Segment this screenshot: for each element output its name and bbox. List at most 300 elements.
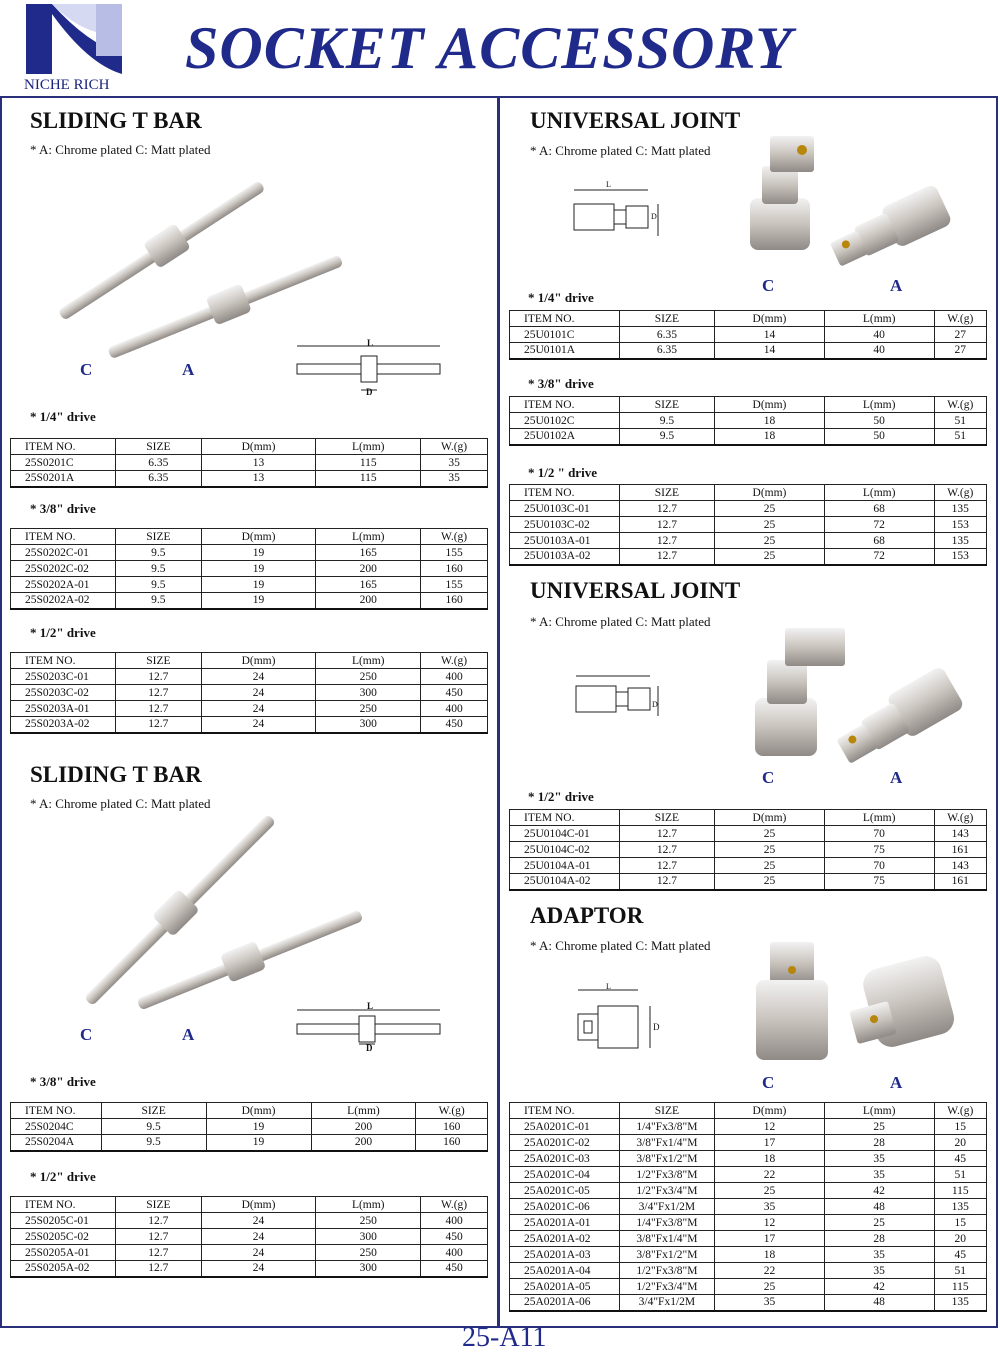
table-row xyxy=(510,826,987,842)
table-cell: 450 xyxy=(421,717,488,733)
table-cell: 25A0201A-03 xyxy=(510,1247,620,1263)
table-cell: 250 xyxy=(316,1245,421,1261)
table-cell: 12.7 xyxy=(115,669,201,685)
table-cell: 25S0203A-02 xyxy=(11,717,116,733)
adaptor-photo-icon xyxy=(750,938,975,1068)
column-header: L(mm) xyxy=(824,485,934,501)
table-row xyxy=(510,1247,987,1263)
table-row xyxy=(510,501,987,517)
table-cell: 40 xyxy=(824,343,934,359)
table-cell: 12.7 xyxy=(115,1261,201,1277)
label-c: C xyxy=(80,1025,93,1044)
column-header: D(mm) xyxy=(715,1103,825,1119)
table-cell: 22 xyxy=(715,1167,825,1183)
table-cell: 400 xyxy=(421,1213,488,1229)
table-cell: 25S0205A-01 xyxy=(11,1245,116,1261)
spec-table xyxy=(509,809,987,891)
table-cell: 24 xyxy=(201,717,315,733)
table-cell: 12.7 xyxy=(619,517,714,533)
column-header: D(mm) xyxy=(201,1197,315,1213)
table-row xyxy=(510,1215,987,1231)
column-header: L(mm) xyxy=(824,311,934,327)
table-cell: 3/4"Fx1/2M xyxy=(619,1199,714,1215)
table-cell: 200 xyxy=(311,1119,416,1135)
drive-label: * 3/8" drive xyxy=(30,1074,96,1089)
table-cell: 6.35 xyxy=(115,471,201,487)
table-cell: 250 xyxy=(316,669,421,685)
table-row xyxy=(510,533,987,549)
table-header-row xyxy=(510,1103,987,1119)
diagram-label-l: L xyxy=(367,1001,374,1011)
table-cell: 51 xyxy=(934,1263,987,1279)
table-cell: 12.7 xyxy=(619,533,714,549)
table-cell: 25S0201A xyxy=(11,471,116,487)
section-title-adaptor: ADAPTOR xyxy=(530,903,644,928)
table-cell: 6.35 xyxy=(619,327,714,343)
table-cell: 72 xyxy=(824,517,934,533)
column-header: D(mm) xyxy=(201,529,315,545)
table-cell: 25A0201C-06 xyxy=(510,1199,620,1215)
column-header: D(mm) xyxy=(715,311,825,327)
plating-note: * A: Chrome plated C: Matt plated xyxy=(530,614,711,629)
table-cell: 51 xyxy=(934,413,987,429)
table-cell: 70 xyxy=(824,826,934,842)
table-cell: 3/8"Fx1/4"M xyxy=(619,1231,714,1247)
table-cell: 18 xyxy=(715,429,825,445)
table-cell: 12 xyxy=(715,1215,825,1231)
table-cell: 12.7 xyxy=(115,701,201,717)
spec-table xyxy=(10,528,488,610)
table-cell: 14 xyxy=(715,343,825,359)
table-cell: 27 xyxy=(934,343,987,359)
table-header-row xyxy=(11,439,488,455)
table-cell: 160 xyxy=(416,1135,488,1151)
table-cell: 12.7 xyxy=(619,858,714,874)
table-cell: 18 xyxy=(715,1151,825,1167)
table-row xyxy=(510,1231,987,1247)
drive-label: * 1/2" drive xyxy=(30,625,96,640)
table-cell: 45 xyxy=(934,1247,987,1263)
spec-table xyxy=(10,1196,488,1278)
label-a: A xyxy=(182,360,195,379)
column-header: W.(g) xyxy=(421,1197,488,1213)
table-row xyxy=(510,1295,987,1311)
table-row xyxy=(11,593,488,609)
table-row xyxy=(11,717,488,733)
column-header: L(mm) xyxy=(824,397,934,413)
table-cell: 48 xyxy=(824,1295,934,1311)
table-cell: 12.7 xyxy=(115,717,201,733)
table-cell: 25S0205C-02 xyxy=(11,1229,116,1245)
plating-note: * A: Chrome plated C: Matt plated xyxy=(30,796,211,811)
table-cell: 115 xyxy=(316,455,421,471)
column-divider xyxy=(497,96,500,1328)
table-row xyxy=(11,577,488,593)
table-cell: 17 xyxy=(715,1231,825,1247)
col-w: W.(g) xyxy=(421,439,488,455)
table-cell: 24 xyxy=(201,1245,315,1261)
page-number: 25-A11 xyxy=(462,1322,547,1353)
t-bar-dimension-diagram-icon xyxy=(295,1004,445,1064)
table-row xyxy=(11,1261,488,1277)
universal-joint-photo-icon xyxy=(740,128,970,273)
table-cell: 400 xyxy=(421,669,488,685)
diagram-label-d: D xyxy=(366,387,373,397)
col-d: D(mm) xyxy=(201,439,315,455)
table-cell: 1/2"Fx3/4"M xyxy=(619,1183,714,1199)
column-header: W.(g) xyxy=(934,810,987,826)
table-row xyxy=(11,455,488,471)
table-cell: 3/8"Fx1/4"M xyxy=(619,1135,714,1151)
drive-label: * 1/2" drive xyxy=(528,789,594,804)
table-cell: 165 xyxy=(316,545,421,561)
label-c: C xyxy=(762,768,775,787)
table-cell: 25S0202A-01 xyxy=(11,577,116,593)
table-cell: 24 xyxy=(201,669,315,685)
table-cell: 155 xyxy=(421,577,488,593)
table-cell: 135 xyxy=(934,533,987,549)
table-cell: 27 xyxy=(934,327,987,343)
table-cell: 24 xyxy=(201,1261,315,1277)
table-cell: 25U0101C xyxy=(510,327,620,343)
table-cell: 19 xyxy=(201,561,315,577)
table-cell: 70 xyxy=(824,858,934,874)
column-header: ITEM NO. xyxy=(510,810,620,826)
table-cell: 15 xyxy=(934,1215,987,1231)
table-cell: 25S0204C xyxy=(11,1119,102,1135)
table-cell: 12.7 xyxy=(619,874,714,890)
column-header: W.(g) xyxy=(421,653,488,669)
spec-table xyxy=(10,1102,488,1152)
column-header: SIZE xyxy=(115,653,201,669)
spec-table xyxy=(10,438,488,488)
label-c: C xyxy=(80,360,93,379)
page-header xyxy=(0,0,1000,100)
table-cell: 25U0102A xyxy=(510,429,620,445)
label-a: A xyxy=(890,768,903,787)
diagram-label-d: D xyxy=(653,1022,660,1032)
table-row xyxy=(510,517,987,533)
table-row xyxy=(510,327,987,343)
table-header-row xyxy=(11,1103,488,1119)
table-cell: 25A0201C-03 xyxy=(510,1151,620,1167)
table-cell: 143 xyxy=(934,826,987,842)
table-cell: 25U0103C-01 xyxy=(510,501,620,517)
table-cell: 161 xyxy=(934,874,987,890)
drive-label: * 1/2 " drive xyxy=(528,465,597,480)
table-cell: 18 xyxy=(715,1247,825,1263)
table-cell: 9.5 xyxy=(115,545,201,561)
diagram-label-l: L xyxy=(606,982,611,991)
table-row xyxy=(11,561,488,577)
table-row xyxy=(11,1119,488,1135)
table-row xyxy=(11,1245,488,1261)
table-header-row xyxy=(510,810,987,826)
table-cell: 25 xyxy=(715,517,825,533)
table-cell: 25U0104C-02 xyxy=(510,842,620,858)
table-cell: 25 xyxy=(715,826,825,842)
table-cell: 17 xyxy=(715,1135,825,1151)
column-header: W.(g) xyxy=(934,485,987,501)
table-cell: 75 xyxy=(824,874,934,890)
table-cell: 14 xyxy=(715,327,825,343)
column-header: ITEM NO. xyxy=(510,397,620,413)
spec-table xyxy=(509,396,987,446)
table-cell: 19 xyxy=(201,593,315,609)
column-header: SIZE xyxy=(115,1197,201,1213)
table-row xyxy=(510,549,987,565)
table-cell: 1/2"Fx3/8"M xyxy=(619,1263,714,1279)
column-header: D(mm) xyxy=(201,653,315,669)
table-cell: 40 xyxy=(824,327,934,343)
table-row xyxy=(11,471,488,487)
column-header: SIZE xyxy=(101,1103,206,1119)
table-cell: 25S0205A-02 xyxy=(11,1261,116,1277)
table-cell: 9.5 xyxy=(619,429,714,445)
table-row xyxy=(510,842,987,858)
table-cell: 6.35 xyxy=(115,455,201,471)
table-row xyxy=(510,1183,987,1199)
table-cell: 25A0201A-06 xyxy=(510,1295,620,1311)
table-cell: 25 xyxy=(715,1279,825,1295)
table-cell: 9.5 xyxy=(115,577,201,593)
table-cell: 42 xyxy=(824,1183,934,1199)
label-a: A xyxy=(890,1073,903,1092)
diagram-label-l: L xyxy=(367,338,374,348)
drive-label: * 1/4" drive xyxy=(528,290,594,305)
section-title-universal-joint: UNIVERSAL JOINT xyxy=(530,108,741,133)
table-header-row xyxy=(11,1197,488,1213)
table-cell: 13 xyxy=(201,471,315,487)
table-cell: 15 xyxy=(934,1119,987,1135)
table-row xyxy=(11,1135,488,1151)
table-row xyxy=(510,1119,987,1135)
column-header: ITEM NO. xyxy=(11,1103,102,1119)
table-cell: 300 xyxy=(316,1229,421,1245)
diagram-label-l: L xyxy=(606,180,611,189)
table-cell: 28 xyxy=(824,1135,934,1151)
table-cell: 3/8"Fx1/2"M xyxy=(619,1151,714,1167)
table-cell: 161 xyxy=(934,842,987,858)
table-cell: 1/4"Fx3/8"M xyxy=(619,1119,714,1135)
sliding-t-bar-photo-icon xyxy=(90,840,380,1020)
table-cell: 45 xyxy=(934,1151,987,1167)
table-cell: 25S0203C-01 xyxy=(11,669,116,685)
table-cell: 25 xyxy=(715,501,825,517)
table-header-row xyxy=(510,397,987,413)
table-cell: 75 xyxy=(824,842,934,858)
col-size: SIZE xyxy=(115,439,201,455)
table-cell: 19 xyxy=(206,1135,311,1151)
table-cell: 450 xyxy=(421,685,488,701)
column-header: SIZE xyxy=(115,529,201,545)
table-row xyxy=(510,1167,987,1183)
table-cell: 25S0202C-02 xyxy=(11,561,116,577)
table-header-row xyxy=(11,653,488,669)
table-cell: 19 xyxy=(201,577,315,593)
table-cell: 35 xyxy=(421,455,488,471)
table-cell: 25A0201A-05 xyxy=(510,1279,620,1295)
label-c: C xyxy=(762,276,775,295)
table-row xyxy=(510,413,987,429)
table-row xyxy=(510,343,987,359)
column-header: L(mm) xyxy=(316,653,421,669)
table-cell: 9.5 xyxy=(619,413,714,429)
table-cell: 18 xyxy=(715,413,825,429)
table-row xyxy=(510,1279,987,1295)
column-header: L(mm) xyxy=(824,810,934,826)
section-title-sliding-t-bar: SLIDING T BAR xyxy=(30,108,202,133)
column-header: SIZE xyxy=(619,397,714,413)
column-header: L(mm) xyxy=(316,1197,421,1213)
table-cell: 12.7 xyxy=(619,501,714,517)
table-cell: 25U0103C-02 xyxy=(510,517,620,533)
table-cell: 25 xyxy=(715,533,825,549)
table-cell: 12.7 xyxy=(115,1229,201,1245)
table-cell: 25S0205C-01 xyxy=(11,1213,116,1229)
table-cell: 25S0202A-02 xyxy=(11,593,116,609)
table-cell: 25A0201C-02 xyxy=(510,1135,620,1151)
table-row xyxy=(510,874,987,890)
table-cell: 3/4"Fx1/2M xyxy=(619,1295,714,1311)
column-header: L(mm) xyxy=(311,1103,416,1119)
table-cell: 25U0102C xyxy=(510,413,620,429)
table-cell: 12.7 xyxy=(619,549,714,565)
section-title-sliding-t-bar: SLIDING T BAR xyxy=(30,762,202,787)
column-header: SIZE xyxy=(619,810,714,826)
table-cell: 25S0204A xyxy=(11,1135,102,1151)
table-cell: 35 xyxy=(824,1167,934,1183)
table-cell: 450 xyxy=(421,1229,488,1245)
spec-table xyxy=(509,310,987,360)
label-c: C xyxy=(762,1073,775,1092)
table-cell: 68 xyxy=(824,533,934,549)
page-title: SOCKET ACCESSORY xyxy=(185,15,793,81)
table-cell: 12.7 xyxy=(619,842,714,858)
table-cell: 25A0201C-05 xyxy=(510,1183,620,1199)
table-cell: 25S0203C-02 xyxy=(11,685,116,701)
table-cell: 12 xyxy=(715,1119,825,1135)
table-cell: 25S0201C xyxy=(11,455,116,471)
table-cell: 68 xyxy=(824,501,934,517)
table-cell: 9.5 xyxy=(101,1119,206,1135)
table-row xyxy=(11,701,488,717)
column-header: D(mm) xyxy=(715,397,825,413)
table-cell: 25U0101A xyxy=(510,343,620,359)
column-header: SIZE xyxy=(619,485,714,501)
column-header: L(mm) xyxy=(316,529,421,545)
table-row xyxy=(11,1213,488,1229)
table-cell: 20 xyxy=(934,1231,987,1247)
table-cell: 25U0104A-01 xyxy=(510,858,620,874)
table-cell: 6.35 xyxy=(619,343,714,359)
table-header-row xyxy=(11,529,488,545)
column-header: ITEM NO. xyxy=(510,311,620,327)
table-row xyxy=(510,1135,987,1151)
column-header: W.(g) xyxy=(934,311,987,327)
label-a: A xyxy=(890,276,903,295)
column-header: ITEM NO. xyxy=(510,485,620,501)
column-header: W.(g) xyxy=(934,397,987,413)
column-header: ITEM NO. xyxy=(510,1103,620,1119)
table-cell: 450 xyxy=(421,1261,488,1277)
table-cell: 25A0201A-01 xyxy=(510,1215,620,1231)
column-header: D(mm) xyxy=(715,810,825,826)
drive-label: * 3/8" drive xyxy=(30,501,96,516)
table-row xyxy=(510,858,987,874)
table-cell: 9.5 xyxy=(115,561,201,577)
table-row xyxy=(510,1199,987,1215)
table-cell: 300 xyxy=(316,685,421,701)
spec-table xyxy=(509,1102,987,1312)
table-cell: 35 xyxy=(715,1295,825,1311)
table-cell: 22 xyxy=(715,1263,825,1279)
table-row xyxy=(11,669,488,685)
table-cell: 165 xyxy=(316,577,421,593)
diagram-label-d: D xyxy=(366,1043,373,1053)
column-header: D(mm) xyxy=(206,1103,311,1119)
table-cell: 24 xyxy=(201,1213,315,1229)
table-cell: 24 xyxy=(201,701,315,717)
table-cell: 25U0103A-01 xyxy=(510,533,620,549)
table-header-row xyxy=(510,311,987,327)
table-cell: 300 xyxy=(316,717,421,733)
diagram-label-d: D xyxy=(652,700,658,709)
table-cell: 51 xyxy=(934,1167,987,1183)
table-cell: 12.7 xyxy=(115,1213,201,1229)
table-cell: 25 xyxy=(715,1183,825,1199)
table-cell: 25S0202C-01 xyxy=(11,545,116,561)
table-cell: 400 xyxy=(421,1245,488,1261)
universal-joint-photo-icon xyxy=(745,618,970,768)
adaptor-diagram-icon xyxy=(572,984,662,1054)
column-header: W.(g) xyxy=(934,1103,987,1119)
table-cell: 160 xyxy=(416,1119,488,1135)
table-cell: 25 xyxy=(715,858,825,874)
plating-note: * A: Chrome plated C: Matt plated xyxy=(530,938,711,953)
table-cell: 50 xyxy=(824,429,934,445)
column-header: ITEM NO. xyxy=(11,529,116,545)
col-item: ITEM NO. xyxy=(11,439,116,455)
drive-label: * 1/4" drive xyxy=(30,409,96,424)
table-cell: 13 xyxy=(201,455,315,471)
table-cell: 1/2"Fx3/4"M xyxy=(619,1279,714,1295)
table-cell: 250 xyxy=(316,1213,421,1229)
table-cell: 25 xyxy=(824,1215,934,1231)
table-cell: 24 xyxy=(201,685,315,701)
table-cell: 25 xyxy=(715,549,825,565)
table-cell: 135 xyxy=(934,1199,987,1215)
table-cell: 1/2"Fx3/8"M xyxy=(619,1167,714,1183)
table-cell: 19 xyxy=(201,545,315,561)
table-cell: 115 xyxy=(934,1183,987,1199)
column-header: SIZE xyxy=(619,311,714,327)
table-cell: 250 xyxy=(316,701,421,717)
table-cell: 153 xyxy=(934,517,987,533)
plating-note: * A: Chrome plated C: Matt plated xyxy=(30,142,211,157)
plating-note: * A: Chrome plated C: Matt plated xyxy=(530,143,711,158)
col-l: L(mm) xyxy=(316,439,421,455)
table-cell: 48 xyxy=(824,1199,934,1215)
table-cell: 25 xyxy=(715,842,825,858)
table-cell: 35 xyxy=(824,1151,934,1167)
table-cell: 51 xyxy=(934,429,987,445)
drive-label: * 1/2" drive xyxy=(30,1169,96,1184)
table-cell: 42 xyxy=(824,1279,934,1295)
table-cell: 28 xyxy=(824,1231,934,1247)
table-row xyxy=(510,1263,987,1279)
table-row xyxy=(11,545,488,561)
